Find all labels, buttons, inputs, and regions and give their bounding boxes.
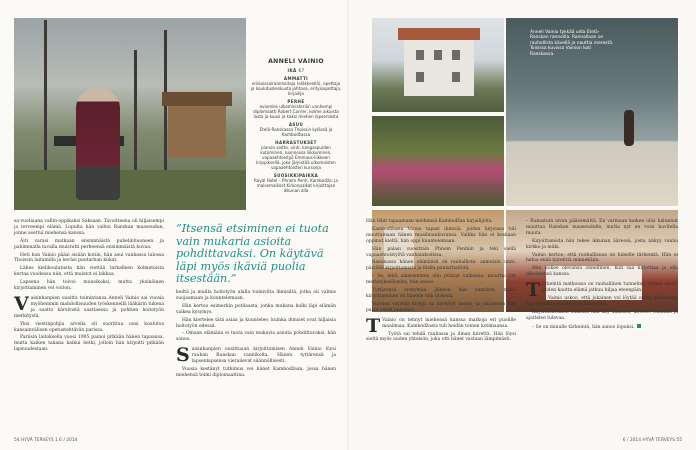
article-paragraph: aisinhanpien uusitta toimintansa Anneli Vainio sai vuosia myöhemmin mahdollisuuden työskennellä lääkärin tukena ja saatto kärsivistä saattaessa ja pohtien hoitotyön merkitystä. <box>14 295 164 319</box>
article-paragraph: Hän kertoo esimerkin potilaasta, jonka mukana kulki läpi elämän vaikea kysymys. <box>176 303 336 315</box>
left-column-1 <box>14 219 164 355</box>
factbox-family: aviomies ulkoministeriön vanhempi diplomaatti Robert Carrier, kolme aikuista lasta ja kuusi ja kaksi miehen lapsenlasta <box>253 104 339 119</box>
article-paragraph: Vainio on tehnyt miehensä kanssa matkoja eri puolille maailmaa. Kambodžasta tuli heidän toinen kotimaansa. <box>382 317 516 329</box>
article-paragraph: Ranskassa hänen elämänsä on rauhallista: aamuisin uinti, päivällä kirjoittamista ja illalla puutarhatöitä. <box>366 260 516 272</box>
article-paragraph: – Rakastuin aivan pääsemättä. En varmaan kaiken olisi halunnut muuttaa Ranskan maaseudulle, mutta nyt en voisi kuvitella muuta. <box>526 219 678 236</box>
factbox-occupation: eriikoissairaanhoitaja (eläkkeellä), opettaja ja koulutuskeskusta johtava, erityisopettaja, kirjailija <box>250 81 342 96</box>
drop-cap: V <box>14 292 29 315</box>
article-paragraph: – Omaan elämään ei tuota vain mukavia asioita pohdittavaksi, hän sanoo. <box>176 331 336 343</box>
article-paragraph: Hän palasi vuosittain Phnom Penhiin ja teki siellä vapaaehtoistyötä vanhainkodissa. <box>366 246 516 258</box>
article-paragraph: Pariisin laitoksella vuosi 1995 painoi pitkään hänen tapaansa, mutta kaiken takana kaikui hetki, jolloin hän kirjoitti pitkään lapsuudestaan. <box>14 335 164 353</box>
article-paragraph: Hän kokee olevansa onnellinen, kun saa kirjoittaa ja olla läheistensä kanssa. <box>526 266 678 278</box>
factbox-home: Etelä-Ranskassa Thoissin kylässä ja Kambodžassa <box>259 127 333 137</box>
article-paragraph: Vuosia kestänyt tutkimus vei hänet Kambodžaan, jossa hänen miehensä toimi diplomaattina. <box>176 366 336 378</box>
pull-quote: ”Itsensä etsiminen ei tuota vain mukaria asioita pohdittavaksi. On käytävä läpi myös ikäviä puolia itsestään.” <box>176 222 329 286</box>
page-spine <box>347 0 349 450</box>
article-paragraph: – Se on minulle tärkeintä, hän sanoo lopuksi. <box>526 324 678 331</box>
article-paragraph: Vainio uskoo, että jokainen voi löytää oman paikkansa, kun uskaltaa pysähtyä ja kuunnella. <box>526 295 678 307</box>
article-end-icon <box>637 324 641 328</box>
article-paragraph: Hän kiertelee tätä asiaa ja kuuntelee, kuinka ihmiset ovat hiljaisia hoitotyön edessä. <box>176 317 336 329</box>
drop-cap: T <box>366 314 381 337</box>
factbox-family-label: PERHE <box>287 99 305 104</box>
article-paragraph: Vuosien varrella kirjoja on kertynyt useita, ja jokaisessa hän palaa omiin juuriinsa. <box>366 301 516 313</box>
article-paragraph: aisinhanpien uusittuaan kirjoittamisen Anneli Vainio löysi rauhan Ranskan rannikolta. Hänen tyttärensä ja lapsenlapsensa vierailevat säännöllisesti. <box>191 347 336 365</box>
beach-photo-caption: Anneli Vainio tykkää uida Etelä-Ranskan rannoilla. Rannallaan on rauhallista kävellä ja nauttia merestä. Toisissa kuvissa Vainion koti Ranskassa. <box>530 30 614 57</box>
article-paragraph: sa-vuotiaana vallin-oppikaksi Saksaan. Tavoitteena oli hiljaisempi ja terveempi elämä. Lopulta hän valitsi Ranskan maaseudun, jonne asettui miehensä kanssa. <box>14 219 164 236</box>
article-paragraph: Työtä sai tehdä rauhassa ja ilman kiirettä. Hän löysi sieltä myös uuden yhteisön, joka otti hänet vastaan lämpimästi. <box>366 331 516 343</box>
drop-cap: S <box>176 344 190 367</box>
article-paragraph: Lähes kielikoulutusta hän viettää tarkalleen kolmetoista kertaa vuodessa niin, että muistot ei lakkaa. <box>14 266 164 278</box>
folio-left: 54 HYVÄ TERVEYS 1.6 / 2014 <box>14 438 78 443</box>
right-column-1 <box>366 219 516 345</box>
factbox-hobbies: pianon soitto, uinti, kangaspuiden kutominen, luonnossa liikkuminen, vapaaehtoistyö Emmaus-liikkeen kirppiksellä, joka järjestää ulkomaisten vapaaehtoisten kursseja <box>256 145 336 170</box>
garden-photo <box>372 116 504 206</box>
left-column-2 <box>176 290 336 381</box>
article-paragraph: – Se, mitä aikaisemmin olin pitänyt vaikeana, muuttui nyt merkitykselliseksi, hän sanoo. <box>366 274 516 286</box>
factbox-fav: Royal Hotel – Phnom Penh, Kambodža; ja maisemalliset Kirkonpalkat kirjoittajan ikkunan alla <box>254 178 338 193</box>
drop-cap: T <box>526 279 541 302</box>
factbox-occupation-label: AMMATTI <box>283 76 309 81</box>
article-paragraph: Lapsena hän toivoi muusikoksi, mutta yksinäinen kirjoittaminen vei voiton. <box>14 280 164 292</box>
article-paragraph: Kambodžassa Vainio tapasi ihmisiä, joiden kirjoissa tuli muuttumaan hänen maailmankuvansa. Vaikka hän ei koskaan oppinut kieltä, hän oppi kuuntelemaan. <box>366 226 516 244</box>
factbox-name: ANNELI VAINIO <box>268 58 324 65</box>
article-paragraph: keiltä ja muilla hoitotyön alalla toimivilta ihmisiltä, jotka oli valmis suojaamaan ja kuuntelemaan. <box>176 290 336 301</box>
factbox-fav-label: SUOSIKKIPAIKKA <box>273 173 319 178</box>
article-paragraph: Äiti varasi matkaan ensimmäistä puhelinhuoneen ja pahimmalla tavalla muistutti perheensä ensimmäistä kuvaa. <box>14 238 164 250</box>
article-paragraph: Heti kun Vainio pääsi sisään kotiin, hän asui vanhassa talossa Thoissin laitamilla ja keräsi puutarhan kukat. <box>14 252 164 264</box>
article-paragraph: Kirjoitushetkien lomassa hän käy uimassa, kävelee rannalla ja ajattelee tulevaa. <box>526 309 678 321</box>
article-paragraph: Vainio kertoo, että rauhallisuus on hänelle tärkeintä. Hän ei halua enää kiirehtiä minnekään. <box>526 252 678 264</box>
right-column-2 <box>526 219 678 333</box>
article-paragraph: ärkeintä matkoissa on rauhallinen tunnelma. Pienet sävyt, joiden kautta elämä jatkuu hiljaa eteenpäin. <box>542 282 678 294</box>
article-paragraph: Yksi viestinpohjia arvella oli suorittaa uusi koulutus kansainvälisen opetustehtävän parissa. <box>14 321 164 333</box>
article-paragraph: Hän lähti tapaamaan miehensä Kambodžan kirjailijoita. <box>366 219 493 224</box>
factbox-hobbies-label: HARRASTUKSET <box>275 140 317 145</box>
portrait-photo <box>14 18 246 210</box>
article-paragraph: Tyttärensä syntymän jälkeen hän ymmärsi, miksi kirjoittaminen oli hänelle niin tärkeää. <box>366 288 516 299</box>
factbox-age: IKÄ 67 <box>287 68 305 73</box>
folio-right: 6 / 2014 HYVÄ TERVEYS 55 <box>622 438 682 443</box>
villa-photo <box>372 18 504 112</box>
article-paragraph: Kirjoittamista hän tekee ikkunan ääressä, josta näkyy vanha kirkko ja mäki. <box>526 238 678 250</box>
factbox-home-label: ASUU <box>288 122 304 127</box>
fact-box <box>250 58 342 193</box>
